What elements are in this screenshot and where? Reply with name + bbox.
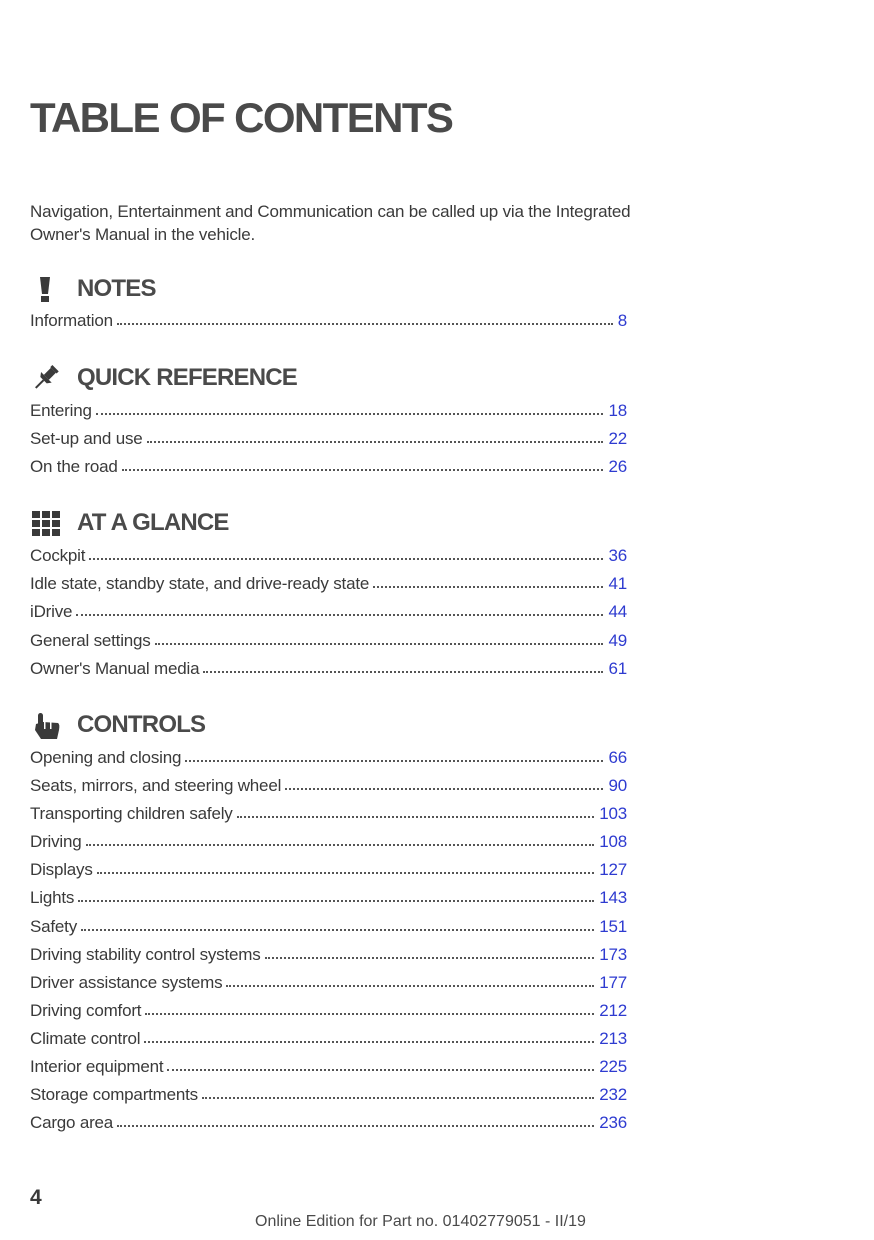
dot-leader [122,469,604,471]
section-heading-notes [30,273,156,305]
toc-entry-driver-assistance[interactable] [30,971,627,995]
toc-page-link[interactable]: 44 [608,602,627,621]
toc-entry-label: Cockpit [30,546,86,565]
toc-entry-label: Driving stability control systems [30,945,261,964]
toc-entry-label: Idle state, standby state, and drive-ready state [30,574,370,593]
toc-entry-label: iDrive [30,602,73,621]
toc-page-link[interactable]: 143 [599,888,627,907]
toc-entry-label: Climate control [30,1029,141,1048]
toc-page-link[interactable]: 41 [608,574,627,593]
section-title: CONTROLS [77,711,206,738]
toc-page-link[interactable]: 26 [608,457,627,476]
toc-page-link[interactable]: 22 [608,429,627,448]
exclamation-icon [30,274,64,304]
toc-page-link[interactable]: 66 [608,748,627,767]
section-title: NOTES [77,275,156,302]
toc-entry-label: Storage compartments [30,1085,198,1104]
toc-page-link[interactable]: 90 [608,776,627,795]
toc-page-link[interactable]: 236 [599,1113,627,1132]
toc-page-link[interactable]: 212 [599,1001,627,1020]
toc-entry-label: Cargo area [30,1113,114,1132]
toc-entry-safety[interactable] [30,915,627,939]
toc-entry-label: Entering [30,401,92,420]
pointing-hand-icon [30,710,64,740]
toc-entry-owners-manual-media[interactable] [30,657,627,681]
toc-page-link[interactable]: 8 [617,311,627,330]
section-heading-quick-reference [30,362,297,394]
toc-entry-label: Transporting children safely [30,804,233,823]
toc-entry-cockpit[interactable] [30,544,627,568]
toc-entry-transporting-children[interactable] [30,802,627,826]
toc-entry-label: Seats, mirrors, and steering wheel [30,776,282,795]
toc-entry-label: Driving [30,832,82,851]
dot-leader [86,844,595,846]
intro-text: Navigation, Entertainment and Communication can be called up via the Integrated Owner's Manual in the vehicle. [30,202,631,244]
dot-leader [144,1041,594,1043]
toc-entry-label: Lights [30,888,75,907]
dot-leader [147,441,604,443]
toc-entry-storage-compartments[interactable] [30,1083,627,1107]
toc-entry-driving-comfort[interactable] [30,999,627,1023]
toc-entry-label: Set-up and use [30,429,143,448]
toc-entry-label: Displays [30,860,93,879]
toc-entry-idrive[interactable] [30,600,627,624]
dot-leader [96,413,604,415]
toc-entry-interior-equipment[interactable] [30,1055,627,1079]
dot-leader [89,558,603,560]
dot-leader [202,1097,594,1099]
toc-page-link[interactable]: 151 [599,917,627,936]
toc-entry-information[interactable] [30,309,627,333]
dot-leader [145,1013,594,1015]
toc-page-link[interactable]: 127 [599,860,627,879]
page-title: TABLE OF CONTENTS [30,94,453,141]
section-title: QUICK REFERENCE [77,364,298,391]
dot-leader [97,872,595,874]
dot-leader [265,957,595,959]
toc-entry-label: On the road [30,457,118,476]
toc-entry-displays[interactable] [30,858,627,882]
dot-leader [237,816,595,818]
dot-leader [203,671,603,673]
toc-entry-label: Information [30,311,113,330]
toc-entry-label: General settings [30,631,151,650]
toc-entry-driving[interactable] [30,830,627,854]
toc-entry-idle-state[interactable] [30,572,627,596]
toc-entry-general-settings[interactable] [30,629,627,653]
toc-page-link[interactable]: 225 [599,1057,627,1076]
toc-entry-entering[interactable] [30,399,627,423]
dot-leader [185,760,603,762]
pushpin-icon [30,363,64,393]
section-heading-at-a-glance [30,507,229,539]
dot-leader [81,929,594,931]
toc-page-link[interactable]: 61 [608,659,627,678]
toc-page-link[interactable]: 232 [599,1085,627,1104]
toc-entry-set-up-and-use[interactable] [30,427,627,451]
dot-leader [373,586,603,588]
toc-entry-label: Opening and closing [30,748,182,767]
toc-entry-label: Driver assistance systems [30,973,223,992]
dot-leader [285,788,603,790]
section-title: AT A GLANCE [77,509,229,536]
toc-page-link[interactable]: 36 [608,546,627,565]
toc-page-link[interactable]: 103 [599,804,627,823]
toc-entry-driving-stability[interactable] [30,943,627,967]
toc-entry-opening-and-closing[interactable] [30,746,627,770]
toc-entry-label: Interior equipment [30,1057,164,1076]
toc-page-link[interactable]: 49 [608,631,627,650]
toc-entry-cargo-area[interactable] [30,1111,627,1135]
toc-page-link[interactable]: 18 [608,401,627,420]
toc-entry-label: Driving comfort [30,1001,142,1020]
grid-icon [30,508,64,538]
toc-entry-label: Safety [30,917,77,936]
toc-page-link[interactable]: 213 [599,1029,627,1048]
toc-entry-seats-mirrors[interactable] [30,774,627,798]
dot-leader [167,1069,594,1071]
toc-page-link[interactable]: 177 [599,973,627,992]
dot-leader [226,985,594,987]
dot-leader [78,900,594,902]
page-number: 4 [30,1186,42,1209]
dot-leader [76,614,603,616]
dot-leader [117,1125,594,1127]
toc-entry-lights[interactable] [30,886,627,910]
dot-leader [155,643,604,645]
toc-page-link[interactable]: 173 [599,945,627,964]
section-heading-controls [30,709,205,741]
toc-entry-label: Owner's Manual media [30,659,200,678]
dot-leader [117,323,613,325]
toc-entry-climate-control[interactable] [30,1027,627,1051]
toc-entry-on-the-road[interactable] [30,455,627,479]
toc-page-link[interactable]: 108 [599,832,627,851]
footer-edition-text: Online Edition for Part no. 01402779051 - II/19 [255,1213,586,1230]
